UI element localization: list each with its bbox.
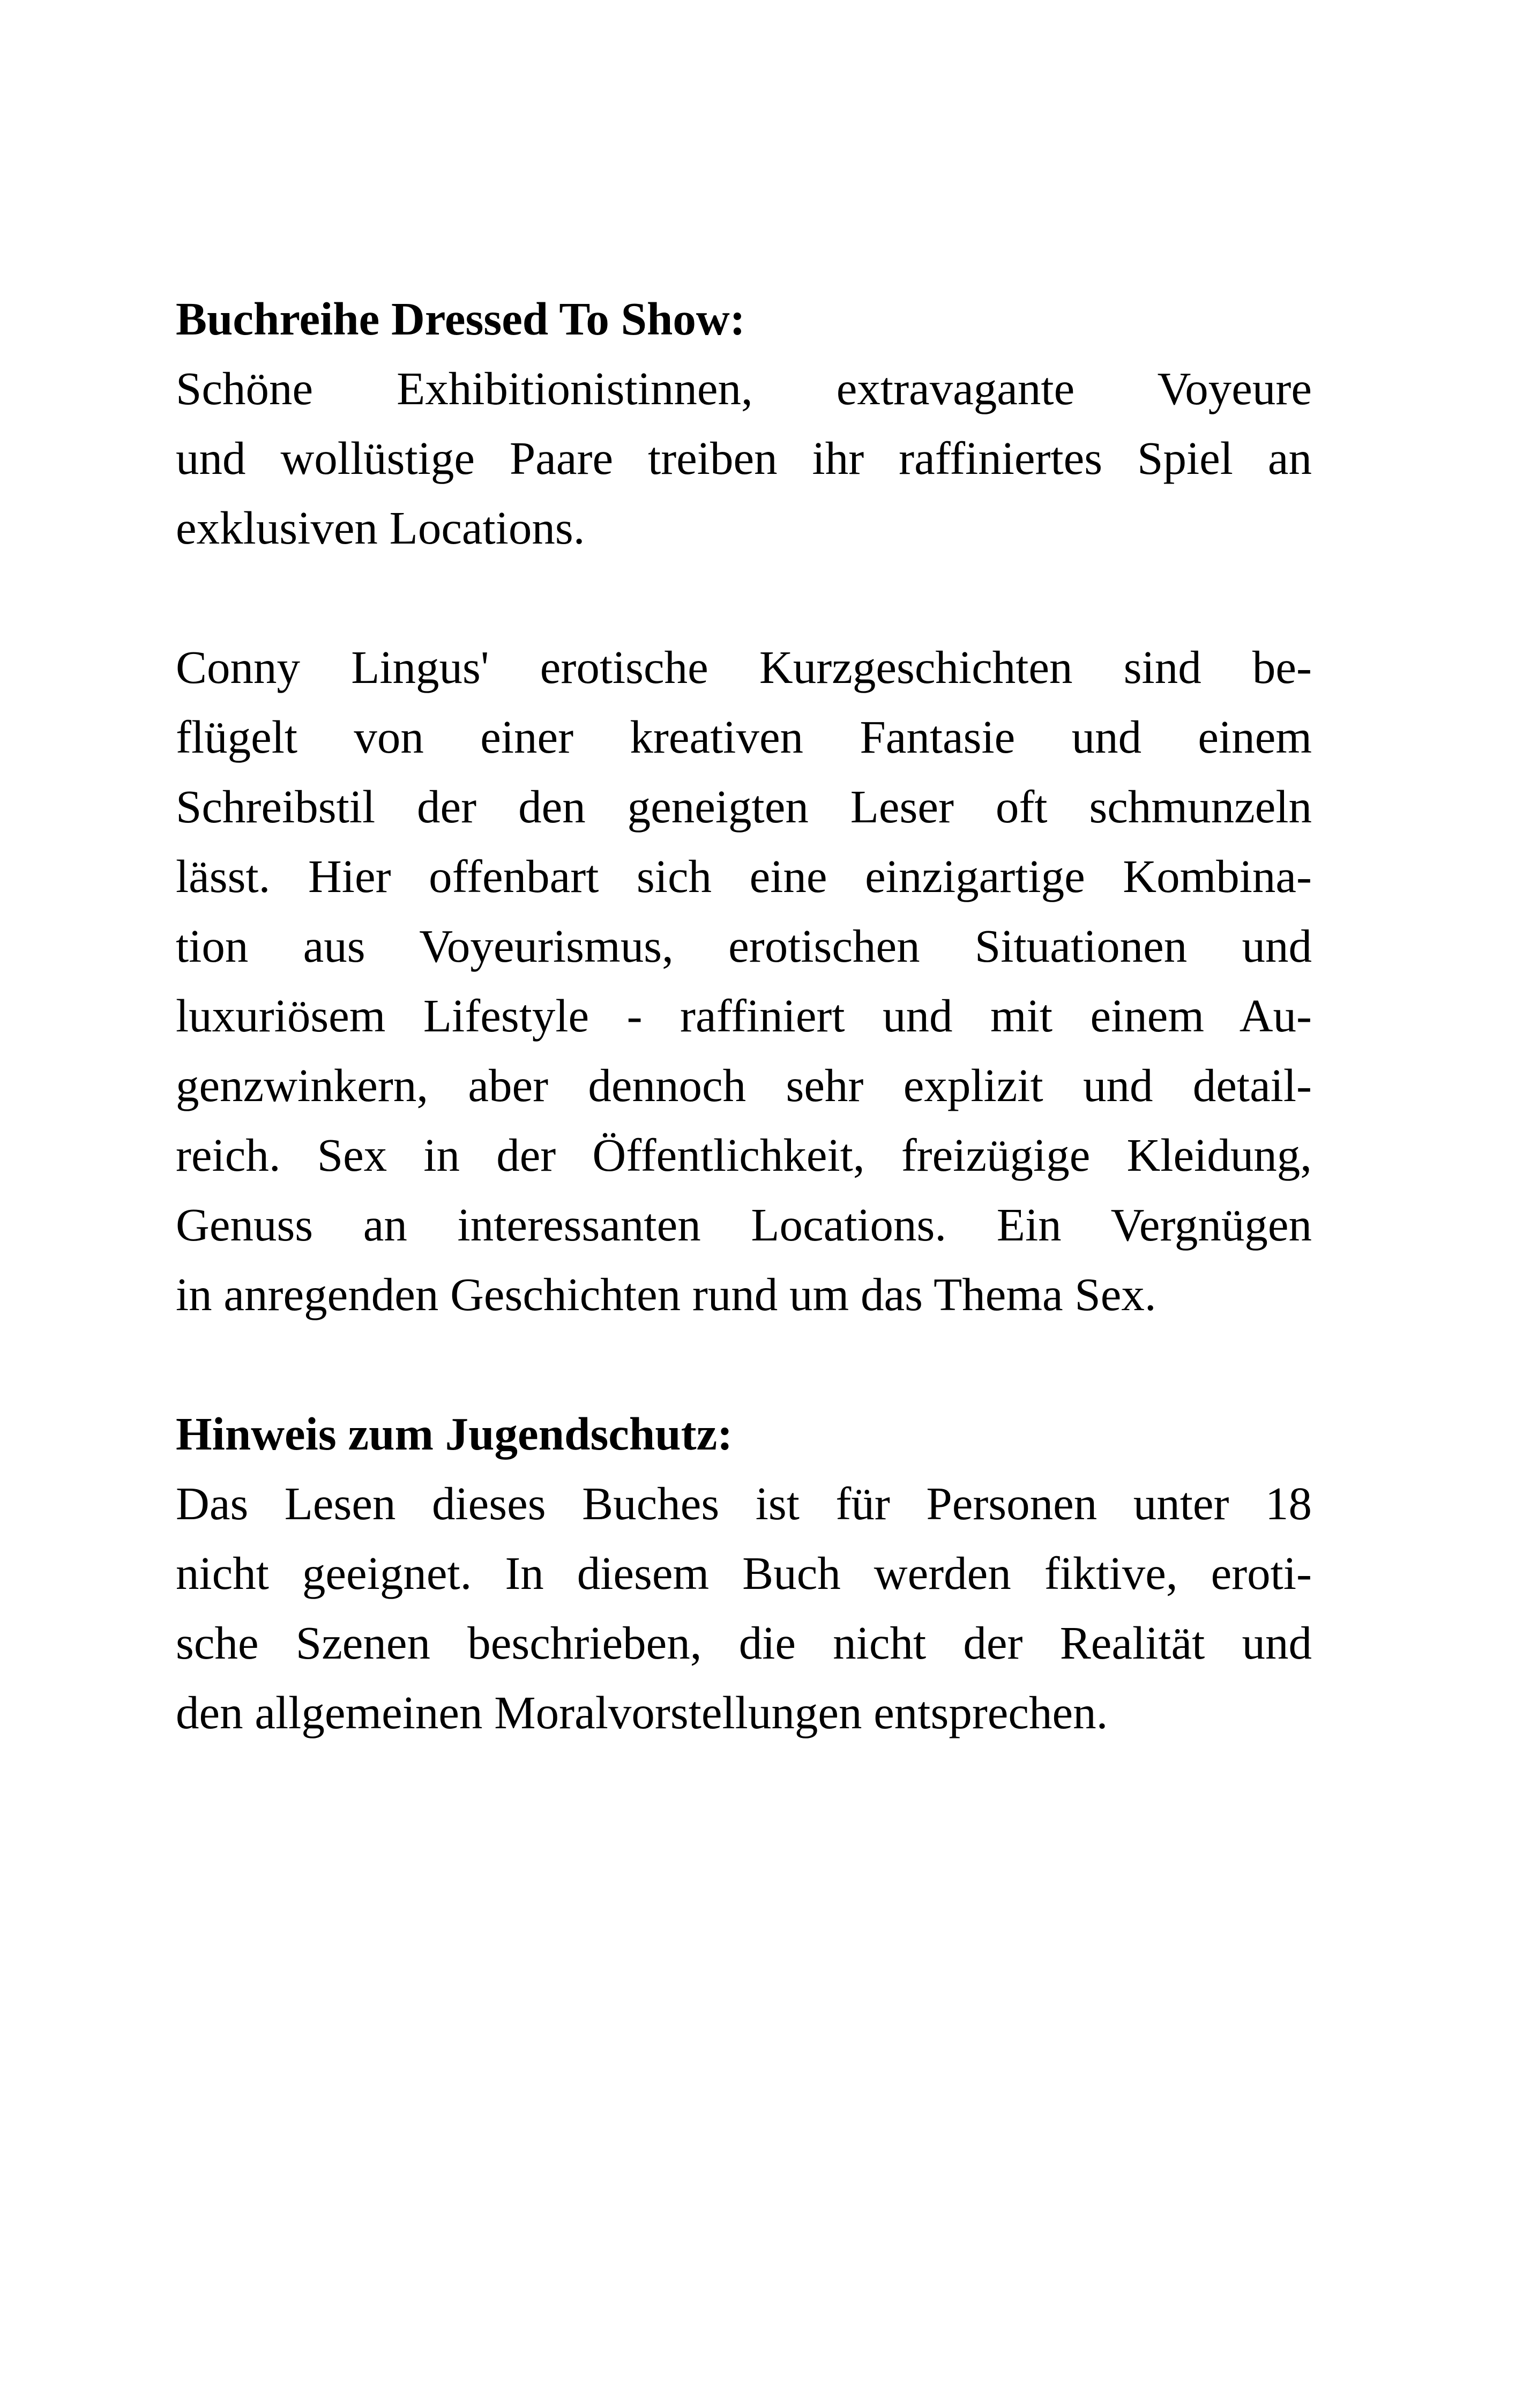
description-line: tion aus Voyeurismus, erotischen Situationen und: [176, 920, 1312, 972]
series-paragraph: [176, 354, 1312, 563]
youth-protection-line: den allgemeinen Moralvorstellungen entsprechen.: [176, 1686, 1108, 1738]
description-line: lässt. Hier offenbart sich eine einzigartige Kombina-: [176, 850, 1312, 902]
series-line: Schöne Exhibitionistinnen, extravagante Voyeure: [176, 362, 1312, 414]
paragraph-spacer: [176, 563, 1312, 633]
description-paragraph: [176, 633, 1312, 1329]
youth-protection-heading: Hinweis zum Jugendschutz:: [176, 1408, 733, 1460]
page-text: [176, 284, 1312, 1748]
series-line: exklusiven Locations.: [176, 502, 585, 554]
youth-protection-paragraph: [176, 1469, 1312, 1748]
description-line: genzwinkern, aber dennoch sehr explizit und detail-: [176, 1059, 1312, 1111]
youth-protection-line: Das Lesen dieses Buches ist für Personen unter 18: [176, 1477, 1312, 1529]
youth-protection-line: sche Szenen beschrieben, die nicht der Realität und: [176, 1617, 1312, 1669]
description-line: luxuriösem Lifestyle - raffiniert und mit einem Au-: [176, 990, 1312, 1042]
paragraph-spacer: [176, 1329, 1312, 1399]
description-line: Conny Lingus' erotische Kurzgeschichten sind be-: [176, 641, 1312, 693]
description-line: Genuss an interessanten Locations. Ein Vergnügen: [176, 1199, 1312, 1251]
description-line: Schreibstil der den geneigten Leser oft schmunzeln: [176, 781, 1312, 833]
series-heading: Buchreihe Dressed To Show:: [176, 293, 745, 345]
description-line: flügelt von einer kreativen Fantasie und einem: [176, 711, 1312, 763]
description-line: reich. Sex in der Öffentlichkeit, freizügige Kleidung,: [176, 1129, 1312, 1181]
series-line: und wollüstige Paare treiben ihr raffiniertes Spiel an: [176, 432, 1312, 484]
youth-protection-line: nicht geeignet. In diesem Buch werden fiktive, eroti-: [176, 1547, 1312, 1599]
description-line: in anregenden Geschichten rund um das Thema Sex.: [176, 1268, 1156, 1320]
